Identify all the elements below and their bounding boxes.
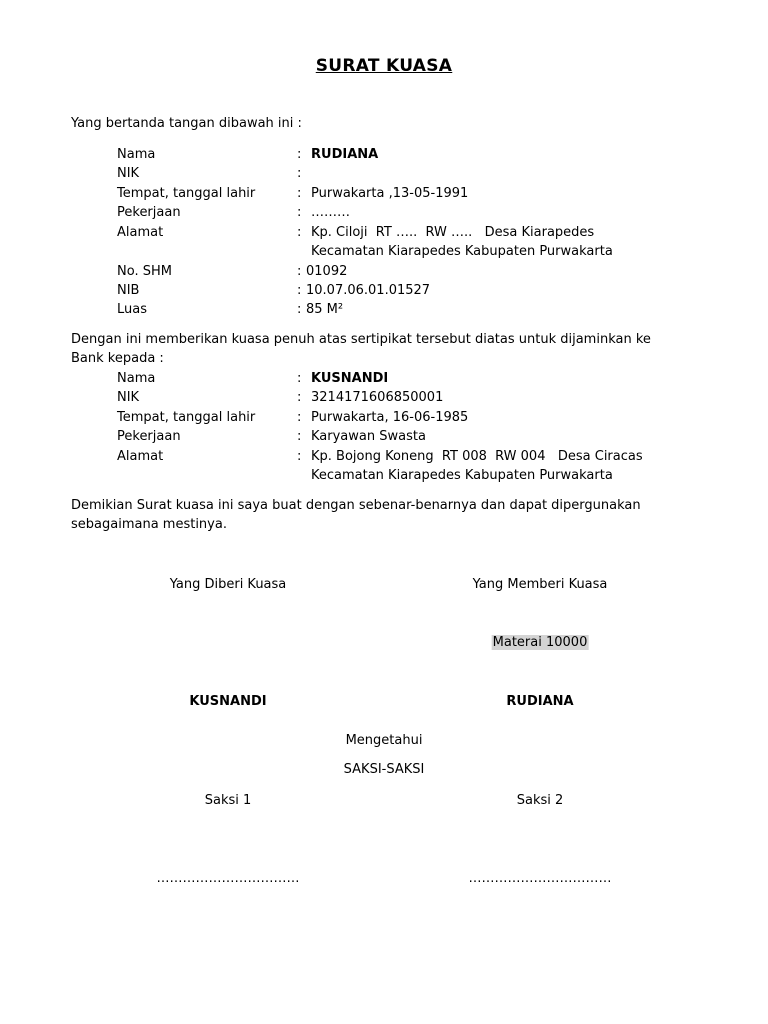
field-separator: :: [297, 429, 302, 444]
grantee-address-line2: Kecamatan Kiarapedes Kabupaten Purwakarta: [311, 468, 613, 483]
intro-text: Yang bertanda tangan dibawah ini :: [71, 116, 302, 131]
grantee-role-label: Yang Diberi Kuasa: [169, 577, 287, 592]
field-label: Alamat: [117, 449, 164, 464]
witnesses-title: SAKSI-SAKSI: [343, 762, 425, 777]
grantor-area: 85 M²: [306, 302, 344, 317]
witness-1-label: Saksi 1: [204, 793, 252, 808]
field-label: NIB: [117, 283, 140, 298]
field-separator: :: [297, 410, 302, 425]
grantor-occupation: ………: [311, 205, 350, 220]
grantee-name: KUSNANDI: [311, 371, 389, 386]
materai-text: Materai 10000: [492, 635, 588, 650]
field-label: NIK: [117, 166, 140, 181]
field-separator: :: [297, 264, 302, 279]
field-label: Pekerjaan: [117, 429, 181, 444]
transfer-paragraph-line1: Dengan ini memberikan kuasa penuh atas sertipikat tersebut diatas untuk dijaminkan ke: [71, 332, 651, 347]
field-label: Nama: [117, 371, 156, 386]
field-label: Alamat: [117, 225, 164, 240]
field-label: NIK: [117, 390, 140, 405]
grantor-role-label: Yang Memberi Kuasa: [472, 577, 608, 592]
transfer-paragraph-line2: Bank kepada :: [71, 351, 164, 366]
field-label: Luas: [117, 302, 147, 317]
grantor-nib: 10.07.06.01.01527: [306, 283, 431, 298]
witness-2-signature-line: ……………………………: [468, 871, 612, 886]
field-separator: :: [297, 371, 302, 386]
field-separator: :: [297, 225, 302, 240]
grantee-occupation: Karyawan Swasta: [311, 429, 426, 444]
field-separator: :: [297, 449, 302, 464]
field-label: No. SHM: [117, 264, 172, 279]
grantor-signature-name: RUDIANA: [506, 694, 574, 709]
field-separator: :: [297, 186, 302, 201]
grantor-name: RUDIANA: [311, 147, 379, 162]
page-title: SURAT KUASA: [315, 56, 453, 76]
field-separator: :: [297, 166, 302, 181]
acknowledge-label: Mengetahui: [345, 733, 423, 748]
field-separator: :: [297, 390, 302, 405]
field-label: Pekerjaan: [117, 205, 181, 220]
field-separator: :: [297, 283, 302, 298]
field-label: Tempat, tanggal lahir: [117, 186, 256, 201]
grantor-address: Kp. Ciloji RT ….. RW ….. Desa Kiarapedes: [311, 225, 595, 240]
grantor-shm: 01092: [306, 264, 348, 279]
grantee-birth: Purwakarta, 16-06-1985: [311, 410, 469, 425]
field-separator: :: [297, 205, 302, 220]
witness-1-signature-line: ……………………………: [156, 871, 300, 886]
witness-2-label: Saksi 2: [516, 793, 564, 808]
grantor-birth: Purwakarta ,13-05-1991: [311, 186, 469, 201]
field-separator: :: [297, 147, 302, 162]
field-label: Nama: [117, 147, 156, 162]
field-separator: :: [297, 302, 302, 317]
closing-paragraph-line2: sebagaimana mestinya.: [71, 517, 227, 532]
field-label: Tempat, tanggal lahir: [117, 410, 256, 425]
grantor-address-line2: Kecamatan Kiarapedes Kabupaten Purwakarta: [311, 244, 613, 259]
grantee-address: Kp. Bojong Koneng RT 008 RW 004 Desa Ciracas: [311, 449, 643, 464]
grantee-nik: 3214171606850001: [311, 390, 444, 405]
grantee-signature-name: KUSNANDI: [189, 694, 267, 709]
stamp-duty-label: [492, 633, 589, 652]
closing-paragraph-line1: Demikian Surat kuasa ini saya buat dengan sebenar-benarnya dan dapat dipergunakan: [71, 498, 641, 513]
